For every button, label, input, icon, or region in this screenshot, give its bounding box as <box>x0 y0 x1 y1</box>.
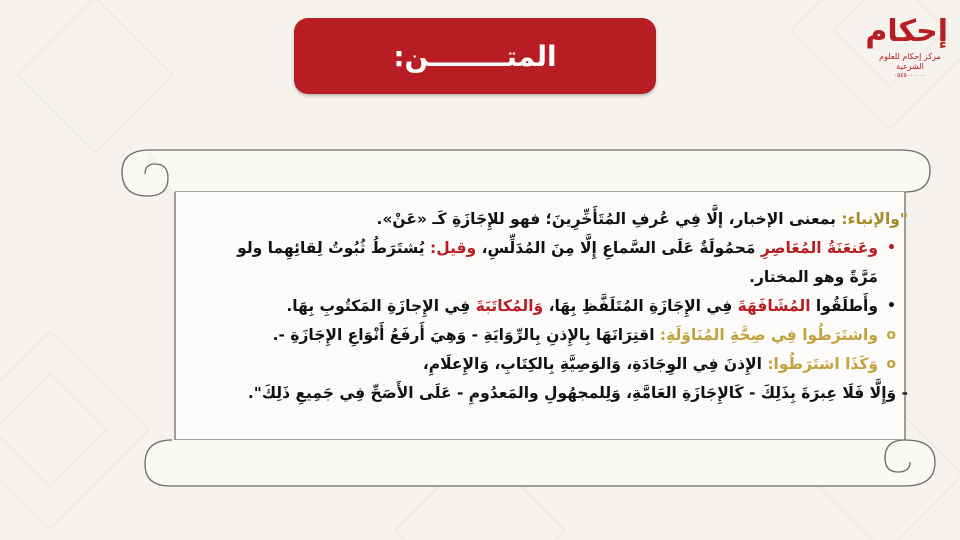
text-line-6 <box>170 350 908 379</box>
logo <box>865 12 948 88</box>
line-6-text: الإِذنَ فِي الوِجَادَةِ، وَالوَصِيَّةِ بِالكِتَابِ، وَالإِعلَامِ، <box>422 355 768 373</box>
text-line-3 <box>170 263 908 292</box>
logo-phone: ٠٥٤٥٠٠٠٠٠٠ <box>893 72 927 79</box>
line-2-text: مَحمُولَةٌ عَلَى السَّماعِ إِلَّا مِنَ المُدَلِّسِ، <box>476 239 761 257</box>
bullet-dot: • <box>887 298 896 314</box>
keyword-qil: وقيل: <box>430 239 477 257</box>
text-line-2 <box>170 234 908 263</box>
line-4-mid: فِي الإِجَازَةِ المُتَلَفَّظِ بِهَا، <box>543 297 738 315</box>
text-line-1 <box>170 205 908 234</box>
keyword-ishtaratu: وَكَذَا اشتَرَطُوا: <box>767 355 878 373</box>
text-body <box>170 205 908 408</box>
dash-marker: - <box>901 384 908 402</box>
text-line-4 <box>170 292 908 321</box>
line-2-rest: يُشتَرَطُ ثُبُوتُ لِقائِهِما ولو <box>237 239 431 257</box>
text-line-5 <box>170 321 908 350</box>
line-1-text: بمعنى الإخبار، إلَّا فِي عُرفِ المُتَأَخِّرِينَ؛ فهو للإِجَازَةِ كَـ «عَنْ». <box>376 210 842 228</box>
line-3-text: مَرَّةً وهو المختار. <box>749 268 878 286</box>
line-5-text: اقتِرَانَهَا بِالإِذنِ بِالرِّوَايَةِ - وَهِيَ أَرفَعُ أَنْوَاعِ الإِجَازَةِ -. <box>272 326 660 344</box>
logo-name: إحكام <box>865 14 948 49</box>
keyword-munawala: واشتَرَطُوا فِي صِحَّةِ المُنَاوَلَةِ: <box>659 326 878 344</box>
keyword-inbaa: "والإنباء: <box>841 210 908 228</box>
title-banner <box>294 18 656 94</box>
keyword-mushafaha: المُشَافَهَةَ <box>737 297 811 315</box>
line-4-rest: فِي الإِجازَةِ المَكتُوبِ بِهَا. <box>286 297 476 315</box>
logo-subtitle: مركز إحكام للعلوم الشرعية <box>879 52 941 71</box>
page-title: المتــــــــن: <box>393 39 557 73</box>
bullet-circle: o <box>886 356 896 372</box>
bullet-dot: • <box>887 240 896 256</box>
line-4-text: وأَطلَقُوا <box>810 297 878 315</box>
keyword-mukataba: وَالمُكاتَبَةَ <box>475 297 544 315</box>
line-7-text: وَإِلَّا فَلَا عِبرَةَ بِذَلِكَ - كَالإِجَازَةِ العَامَّةِ، وَلِلمجهُولِ والمَعدُومِ - عَلَى الأَصَحِّ فِي جَمِيعِ ذَلِكَ". <box>247 384 897 402</box>
keyword-anana: وعَنعَنَةُ المُعَاصِرِ <box>760 239 878 257</box>
bullet-circle: o <box>886 327 896 343</box>
text-line-7 <box>170 379 908 408</box>
